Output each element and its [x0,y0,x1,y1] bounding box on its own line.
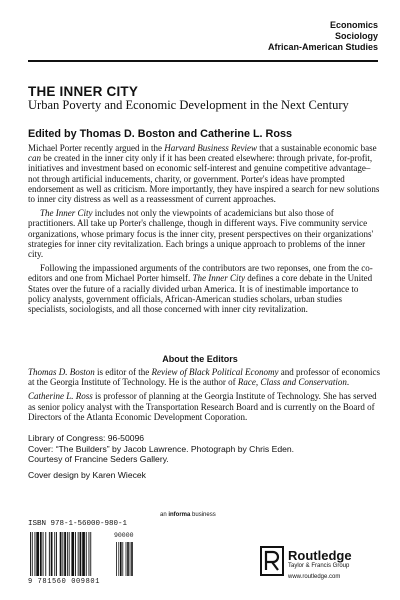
editors-line: Edited by Thomas D. Boston and Catherine L. Ross [28,128,292,140]
text-run: an [160,512,169,518]
informa-business-tag [160,512,216,518]
subject-label: Sociology [334,31,378,41]
text-run: be created in the inner city only if it has been created elsewhere: through private, for-profit, initiatives and investment based on economic self-interest and genuine competitive advantage–not through artificial inducements, charity, or government. Porter's ideas have prompted endorsement as well as criticism. More importantly, they have inspired a search for new solutions to inner city distress as well as a reassessment of current approaches. [28,153,380,205]
about-editors [28,367,380,426]
description [28,143,380,318]
text-run: business [190,512,216,518]
publisher-group: Taylor & Francis Group [288,563,350,569]
about-editors-heading: About the Editors [162,354,238,364]
editor-bio [28,367,380,387]
credits [28,433,380,465]
emphasis: can [28,153,41,164]
subject-label: Economics [329,20,378,30]
editor-name: Catherine L. Ross [28,391,93,402]
text-run: that a sustainable economic base [256,143,377,153]
text-run: and professor of economics at the Georgia Institute of Technology. He is the author of [28,367,380,388]
editor-bio [28,391,380,422]
subject-categories [268,20,378,53]
book-title-ref: The Inner City [192,273,245,284]
informa-brand: informa [168,512,191,518]
routledge-logo-icon [260,546,284,576]
price-addon: 90000 [114,532,134,539]
publisher-url: www.routledge.com [288,574,341,580]
isbn-text: ISBN 978-1-56000-980-1 [28,520,128,528]
text-run: Following the impassioned arguments of the contributors are two reponses, one from the co-editors and one from Michael Porter himself. [28,263,373,284]
publisher-name: Routledge [288,548,352,563]
journal-title: Harvard Business Review [164,143,257,153]
header-rule [28,60,378,62]
text-run: includes not only the viewpoints of academicians but also those of practitioners. All take up Porter's challenge, though in different ways. Five community service organizations, whose primary focus is the inner city, present perspectives on their organizations' strategies for inner city revitalization. Each brings a unique approach to problems of the inner city. [28,208,374,260]
text-run: . [346,377,350,388]
description-paragraph [28,208,380,259]
editor-name: Thomas D. Boston [28,367,95,377]
description-paragraph [28,143,380,204]
description-paragraph [28,263,380,314]
text-run: defines a core debate in the United States over the future of a racially divided urban America. It is of inestimable importance to policy analysts, government officials, African-American studies scholars, urban studies specialists, sociologists, and all those concerned with inner city revitalization. [28,273,373,315]
cover-credit: Cover: “The Builders” by Jacob Lawrence. Photograph by Chris Eden. [28,443,295,454]
subject-label: African-American Studies [267,42,378,52]
courtesy-credit: Courtesy of Francine Seders Gallery. [28,454,169,465]
text-run: Michael Porter recently argued in the [28,143,165,153]
book-title: THE INNER CITY [28,84,139,99]
text-run: is professor of planning at the Georgia Institute of Technology. She has served as senior policy analyst with the Transportation Research Board and is currently on the Board of Directors of the Atlanta Economic Development Coporation. [28,391,377,422]
library-of-congress: Library of Congress: 96-50096 [28,433,145,443]
barcode [28,520,134,588]
journal-title: Review of Black Political Economy [151,367,279,377]
book-title-ref: Race, Class and Conservation [237,377,347,388]
publisher-block [260,546,380,590]
book-subtitle: Urban Poverty and Economic Development in the Next Century [28,98,349,112]
cover-design-credit: Cover design by Karen Wiecek [28,470,146,480]
text-run: is editor of the [94,367,152,377]
book-title-ref: The Inner City [40,208,93,219]
ean-number: 9 781560 009801 [28,578,101,586]
